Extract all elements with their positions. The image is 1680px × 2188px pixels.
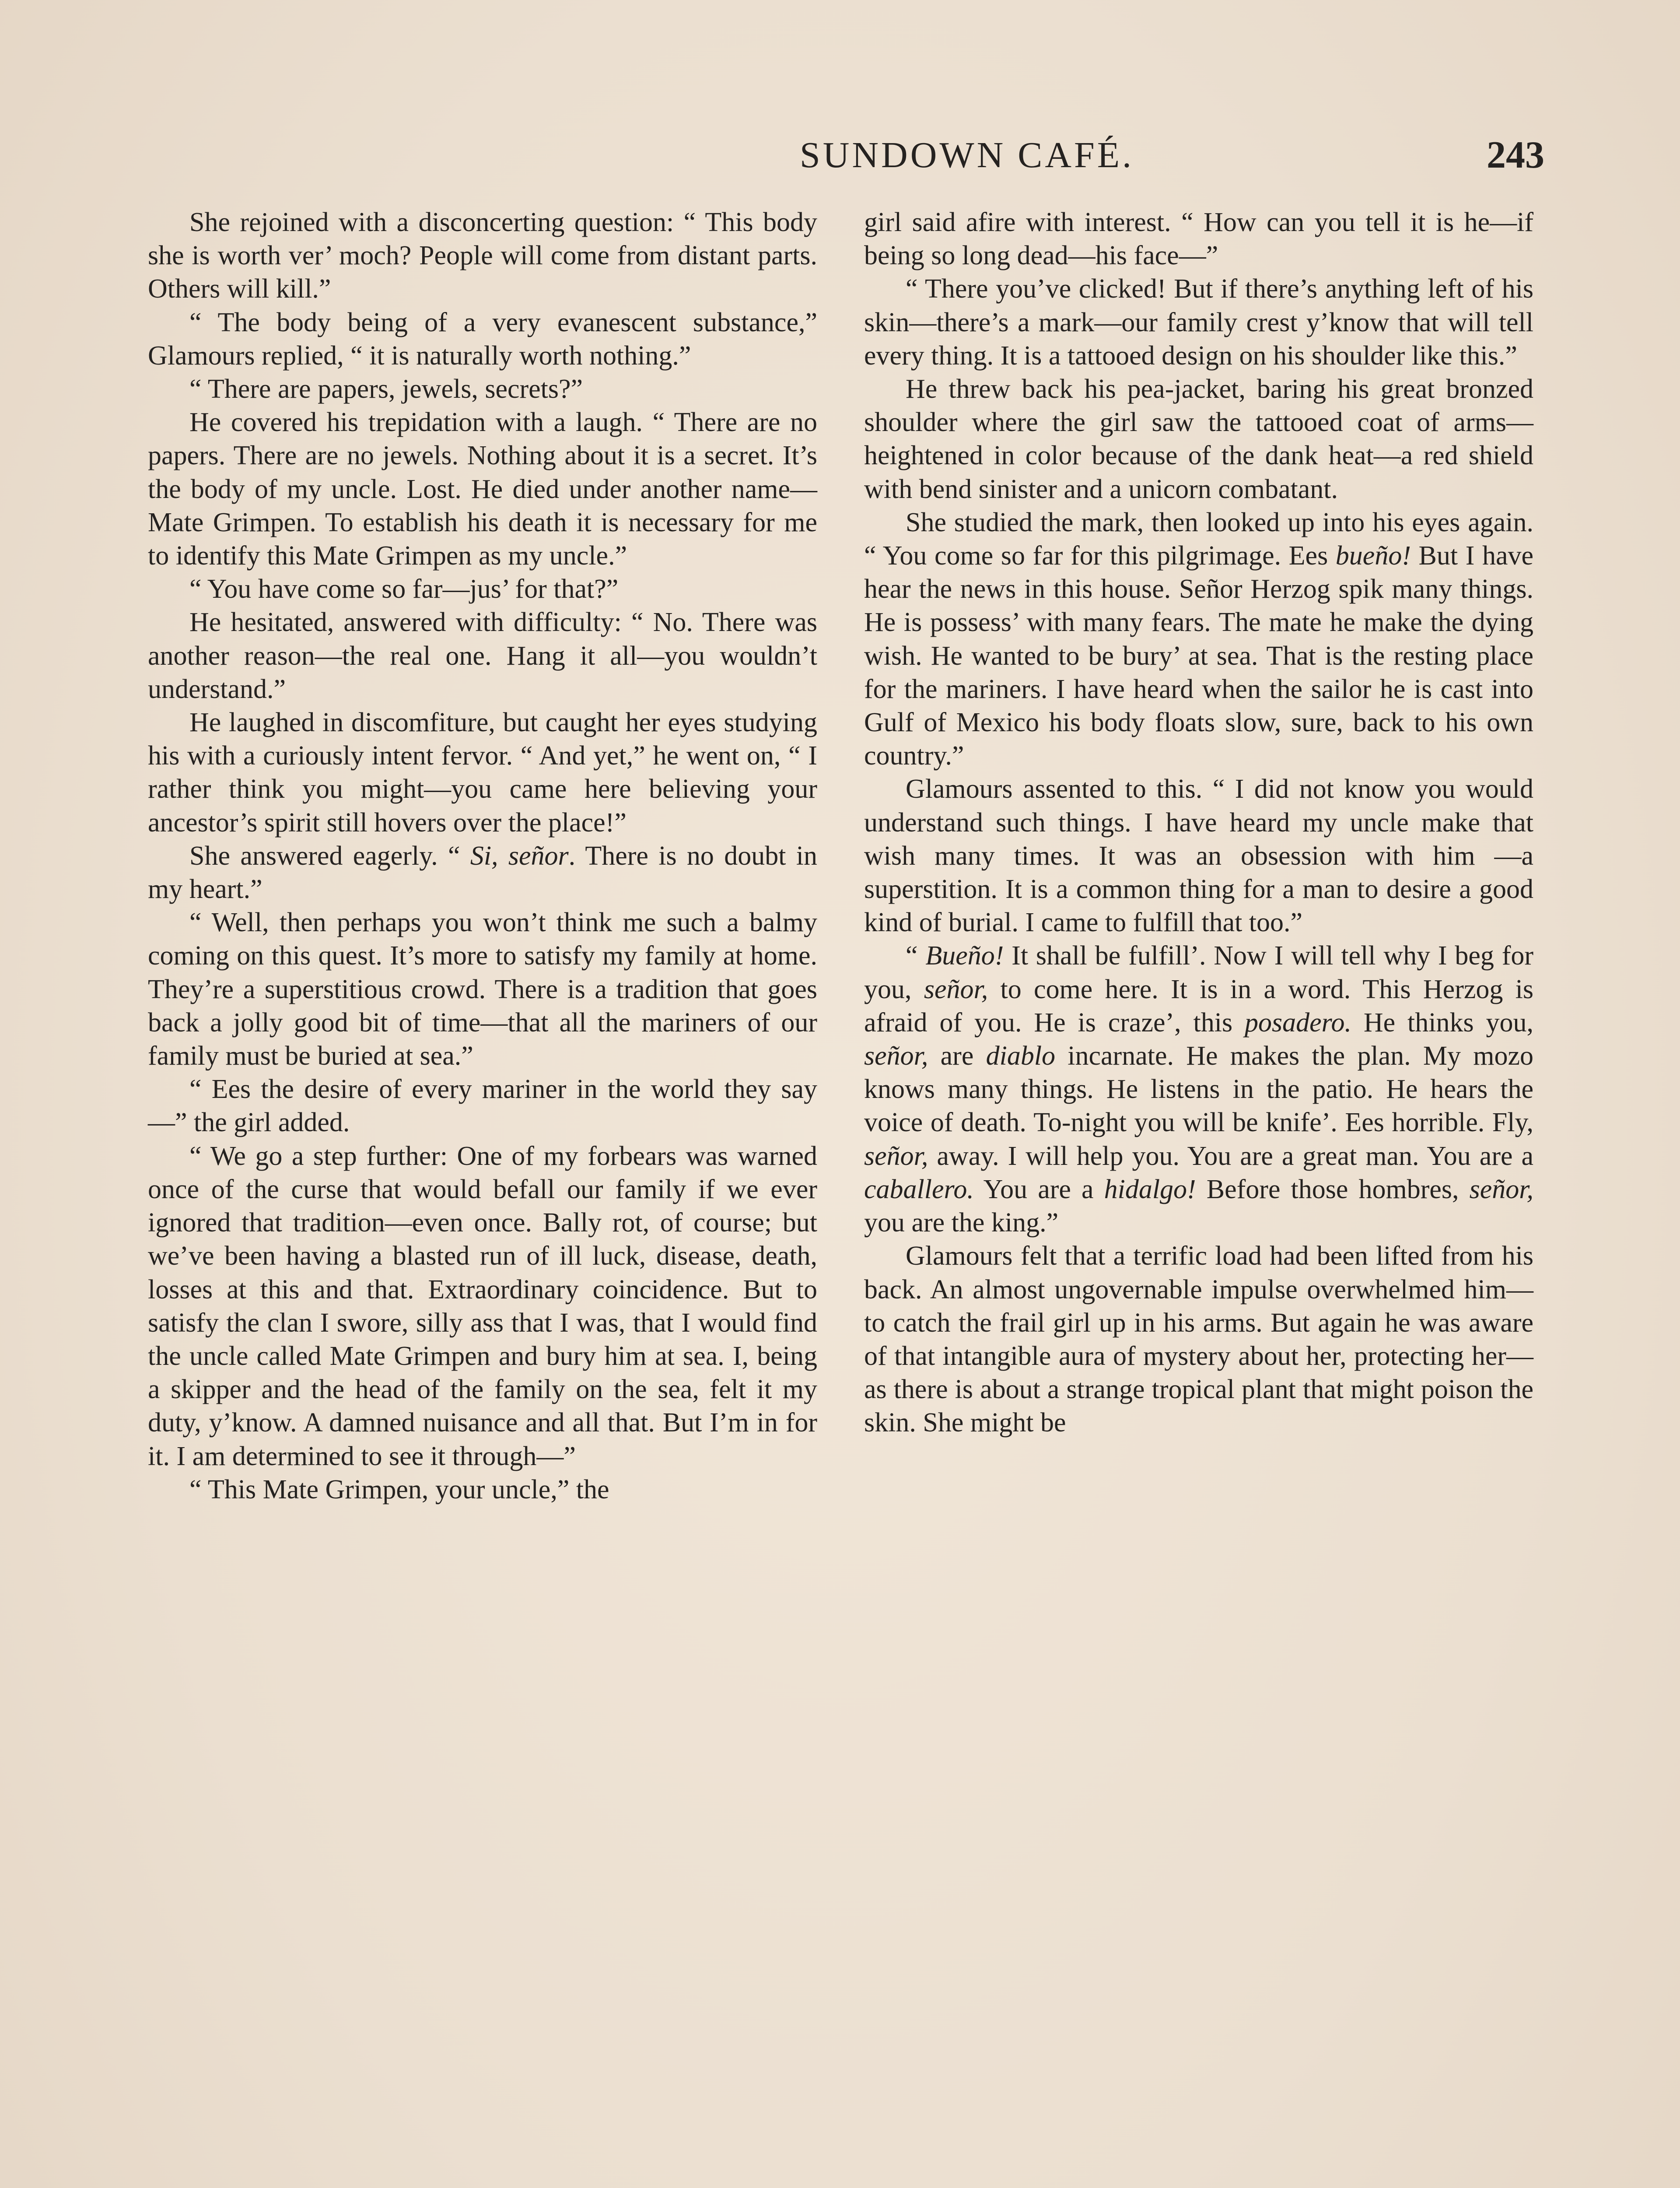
paragraph: “ This Mate Grimpen, your uncle,” the — [189, 1474, 609, 1504]
right-column — [864, 206, 1533, 1440]
paragraph: Glamours assented to this. “ I did not know you would understand such things. I have heard my uncle make that wish many times. It was an obsession with him —a superstition. It is a common thing for a man to desire a good kind of burial. I came to fulfill that too.” — [864, 774, 1533, 938]
paragraph: “ You have come so far—jus’ for that?” — [189, 574, 619, 604]
paragraph: He hesitated, answered with difficulty: “ No. There was another reason—the real one. Hang it all—you wouldn’t understand.” — [148, 607, 817, 704]
paragraph: “ There are papers, jewels, secrets?” — [189, 374, 583, 404]
paragraph: Glamours felt that a terrific load had been lifted from his back. An almost ungovernable impulse overwhelmed him—to catch the frail girl up in his arms. But again he was aware of that intangible aura of mystery about her, protecting her—as there is about a strange tropical plant that might poison the skin. She might be — [864, 1241, 1533, 1438]
paragraph: “ Ees the desire of every mariner in the world they say—” the girl added. — [148, 1074, 817, 1138]
left-column — [148, 206, 817, 1506]
paragraph: She answered eagerly. “ Si, señor. There is no doubt in my heart.” — [148, 841, 817, 905]
paragraph: “ Bueño! It shall be fulfill’. Now I will tell why I beg for you, señor, to come here. It is in a word. This Herzog is afraid of you. He is craze’, this posadero. He thinks you, señor, are diablo incarnate. He makes the plan. My mozo knows many things. He listens in the patio. He hears the voice of death. To-night you will be knife’. Ees horrible. Fly, señor, away. I will help you. You are a great man. You are a caballero. You are a hidalgo! Before those hombres, señor, you are the king.” — [864, 941, 1534, 1238]
paragraph: “ We go a step further: One of my forbears was warned once of the curse that would befall our family if we ever ignored that tradition—even once. Bally rot, of course; but we’ve been having a blasted run of ill luck, disease, death, losses at this and that. Extraordinary coincidence. But to satisfy the clan I swore, silly ass that I was, that I would find the uncle called Mate Grimpen and bury him at sea. I, being a skipper and the head of the family on the sea, felt it my duty, y’know. A damned nuisance and all that. But I’m in for it. I am determined to see it through—” — [148, 1141, 817, 1471]
paragraph: “ The body being of a very evanescent substance,” Glamours replied, “ it is naturally worth nothing.” — [148, 307, 817, 371]
paragraph: He covered his trepidation with a laugh. “ There are no papers. There are no jewels. Nothing about it is a secret. It’s the body of my uncle. Lost. He died under another name—Mate Grimpen. To establish his death it is necessary for me to identify this Mate Grimpen as my uncle.” — [148, 407, 817, 571]
paragraph: He laughed in discomfiture, but caught her eyes studying his with a curiously intent fervor. “ And yet,” he went on, “ I rather think you might—you came here believing your ancestor’s spirit still hovers over the place!” — [148, 708, 817, 838]
running-title: SUNDOWN CAFÉ. — [799, 135, 1134, 175]
paragraph: “ Well, then perhaps you won’t think me such a balmy coming on this quest. It’s more to satisfy my family at home. They’re a superstitious crowd. There is a tradition that goes back a jolly good bit of time—that all the mariners of our family must be buried at sea.” — [148, 908, 817, 1071]
page-number: 243 — [1487, 134, 1544, 176]
paragraph: She studied the mark, then looked up into his eyes again. “ You come so far for this pilgrimage. Ees bueño! But I have hear the news in this house. Señor Herzog spik many things. He is possess’ with many fears. The mate he make the dying wish. He wanted to be bury’ at sea. That is the resting place for the mariners. I have heard when the sailor he is cast into Gulf of Mexico his body floats slow, sure, back to his own country.” — [864, 507, 1534, 771]
running-head — [149, 131, 1544, 179]
paragraph: She rejoined with a disconcerting question: “ This body she is worth ver’ moch? People will come from distant parts. Others will kill.” — [148, 207, 817, 304]
paragraph: girl said afire with interest. “ How can you tell it is he—if being so long dead—his face—” — [864, 207, 1533, 271]
paragraph: He threw back his pea-jacket, baring his great bronzed shoulder where the girl saw the tattooed coat of arms—heightened in color because of the dank heat—a red shield with bend sinister and a unicorn combatant. — [864, 374, 1533, 504]
paragraph: “ There you’ve clicked! But if there’s anything left of his skin—there’s a mark—our family crest y’know that will tell every thing. It is a tattooed design on his shoulder like this.” — [864, 274, 1533, 371]
